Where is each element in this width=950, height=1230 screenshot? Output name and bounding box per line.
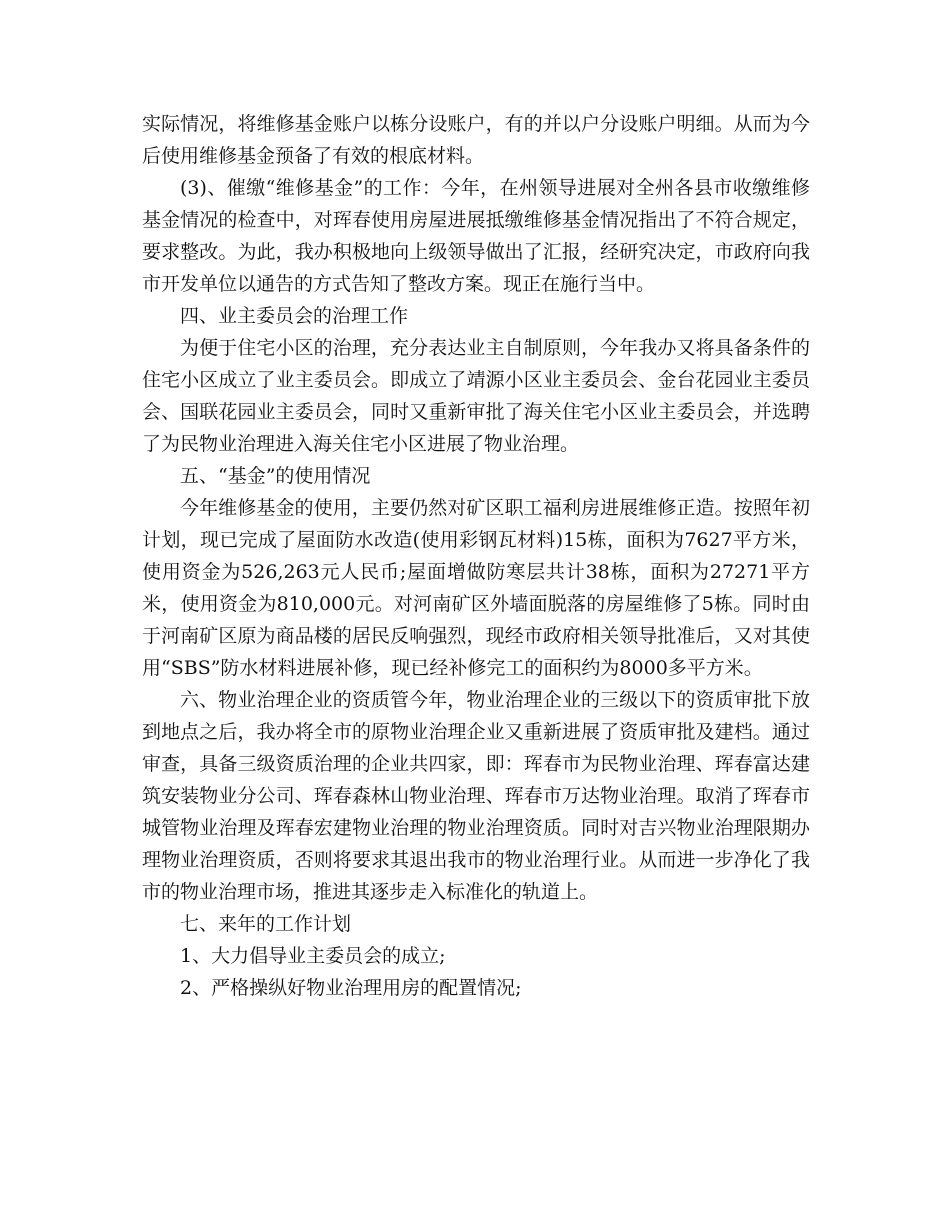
document-body bbox=[142, 108, 810, 1004]
section-heading-next-year-plan: 七、来年的工作计划 bbox=[180, 913, 352, 935]
plan-item-2: 2、严格操纵好物业治理用房的配置情况; bbox=[180, 977, 522, 999]
section-heading-owners-committee: 四、业主委员会的治理工作 bbox=[180, 305, 409, 327]
plan-item-1: 1、大力倡导业主委员会的成立; bbox=[180, 945, 446, 967]
paragraph-collection-work: (3)、催缴“维修基金”的工作：今年，在州领导进展对全州各县市收缴维修基金情况的检查中，对珲春使用房屋进展抵缴维修基金情况指出了不符合规定，要求整改。为此，我办积极地向上级领导做出了汇报，经研究决定，市政府向我市开发单位以通告的方式告知了整改方案。现正在施行当中。 bbox=[142, 177, 810, 295]
paragraph-owners-committee: 为便于住宅小区的治理，充分表达业主自制原则，今年我办又将具备条件的住宅小区成立了业主委员会。即成立了靖源小区业主委员会、金台花园业主委员会、国联花园业主委员会，同时又重新审批了海关住宅小区业主委员会，并选聘了为民物业治理进入海关住宅小区进展了物业治理。 bbox=[142, 337, 810, 455]
section-heading-fund-usage: 五、“基金”的使用情况 bbox=[180, 465, 371, 487]
paragraph-continuation: 实际情况，将维修基金账户以栋分设账户，有的并以户分设账户明细。从而为今后使用维修基金预备了有效的根底材料。 bbox=[142, 113, 810, 167]
paragraph-qualification-management: 六、物业治理企业的资质管今年，物业治理企业的三级以下的资质审批下放到地点之后，我办将全市的原物业治理企业又重新进展了资质审批及建档。通过审查，具备三级资质治理的企业共四家，即：珲春市为民物业治理、珲春富达建筑安装物业分公司、珲春森林山物业治理、珲春市万达物业治理。取消了珲春市城管物业治理及珲春宏建物业治理的物业治理资质。同时对吉兴物业治理限期办理物业治理资质，否则将要求其退出我市的物业治理行业。从而进一步净化了我市的物业治理市场，推进其逐步走入标准化的轨道上。 bbox=[142, 689, 810, 903]
paragraph-fund-usage: 今年维修基金的使用，主要仍然对矿区职工福利房进展维修正造。按照年初计划，现已完成了屋面防水改造(使用彩钢瓦材料)15栋，面积为7627平方米，使用资金为526,263元人民币;屋面增做防寒层共计38栋，面积为27271平方米，使用资金为810,000元。对河南矿区外墙面脱落的房屋维修了5栋。同时由于河南矿区原为商品楼的居民反响强烈，现经市政府相关领导批准后，又对其使用“SBS”防水材料进展补修，现已经补修完工的面积约为8000多平方米。 bbox=[142, 497, 810, 679]
